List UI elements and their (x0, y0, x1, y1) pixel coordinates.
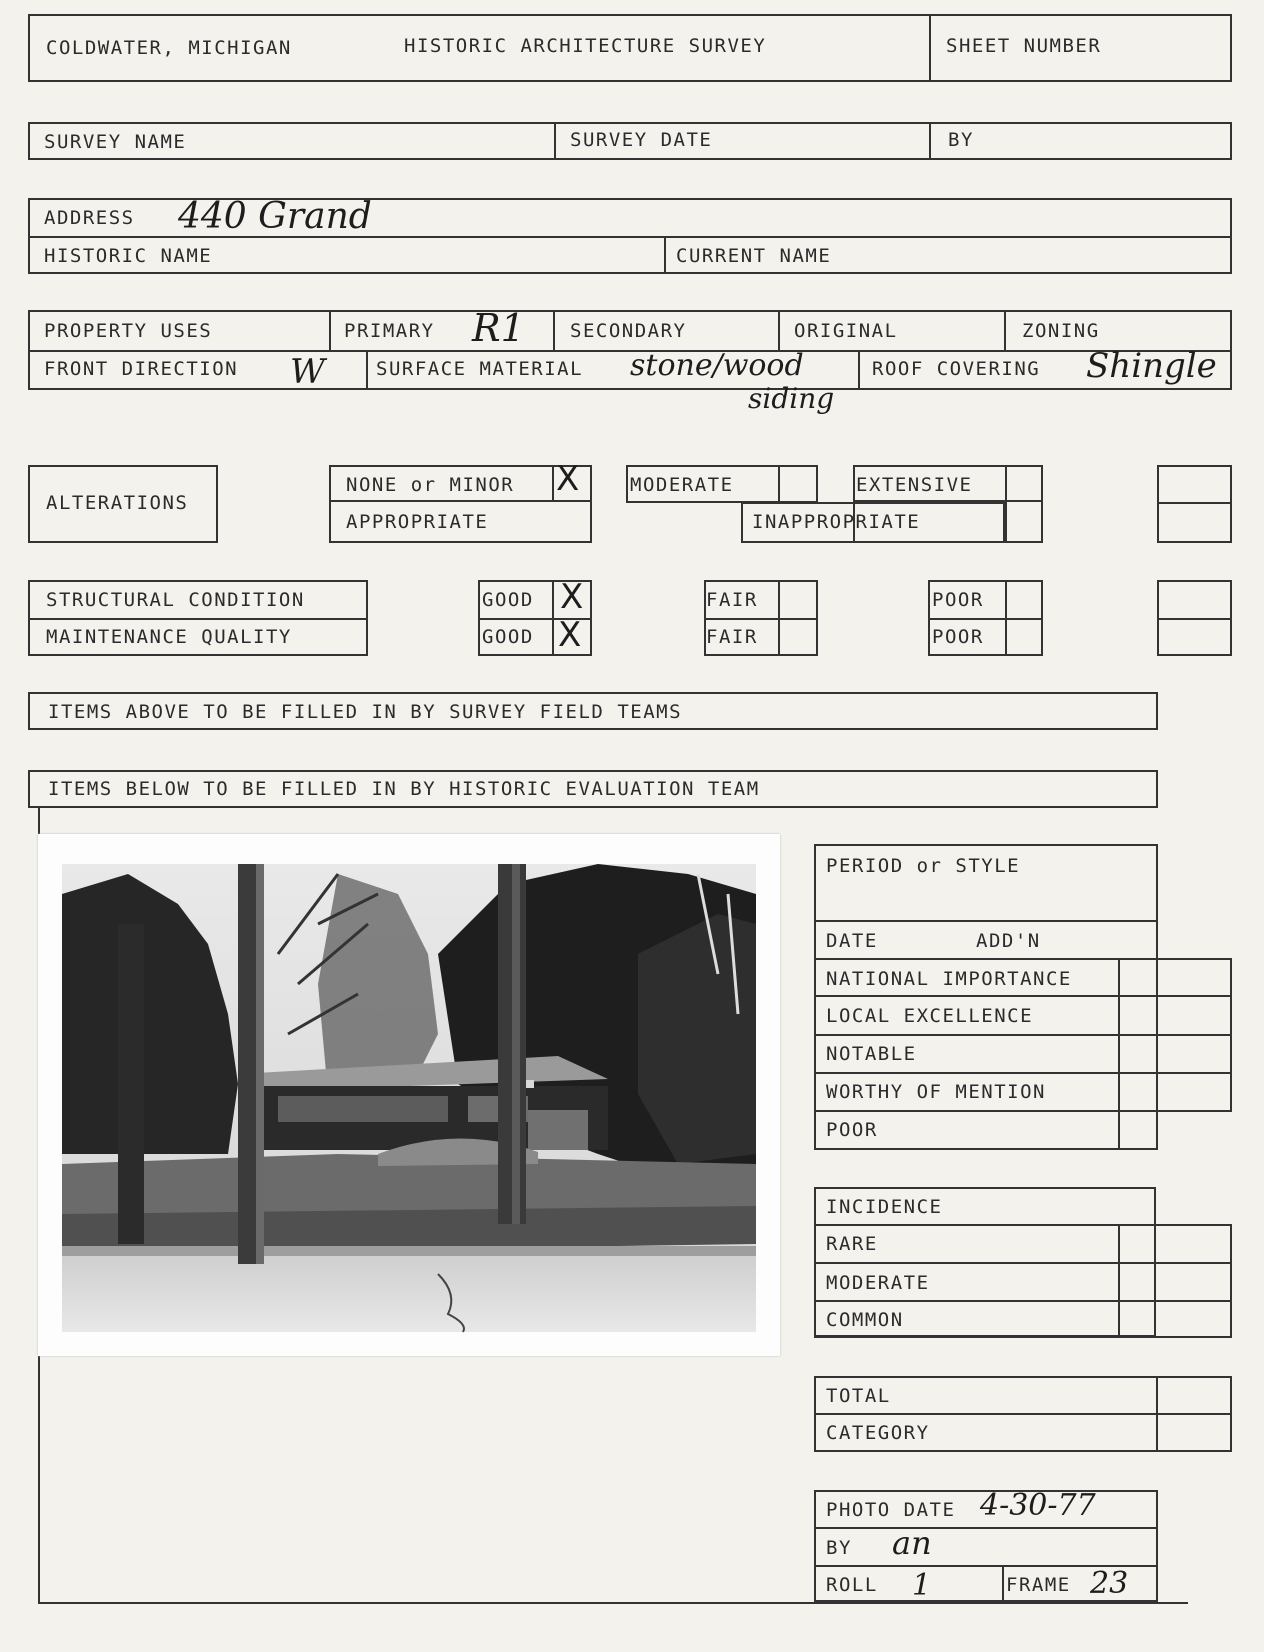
divider (814, 995, 1232, 997)
date-label: DATE (826, 930, 878, 952)
divider (1002, 1565, 1004, 1602)
rare-label: RARE (826, 1233, 878, 1255)
header-city: COLDWATER, MICHIGAN (46, 37, 292, 59)
lower-bottom-frame (38, 1602, 1188, 1604)
alterations-label: ALTERATIONS (46, 492, 189, 514)
notes-below: ITEMS BELOW TO BE FILLED IN BY HISTORIC EVALUATION TEAM (48, 778, 760, 800)
divider (814, 1034, 1232, 1036)
sheet-number-label: SHEET NUMBER (946, 35, 1102, 57)
divider (1004, 310, 1006, 350)
moderate-incidence-label: MODERATE (826, 1272, 930, 1294)
alteration-appropriate-label: APPROPRIATE (346, 511, 489, 533)
alteration-none-mark: X (556, 459, 580, 499)
current-name-label: CURRENT NAME (676, 245, 832, 267)
divider (778, 310, 780, 350)
divider (554, 122, 556, 160)
maintenance-poor-label: POOR (932, 626, 984, 648)
category-label: CATEGORY (826, 1422, 930, 1444)
property-uses-label: PROPERTY USES (44, 320, 213, 342)
poor-rating-label: POOR (826, 1119, 878, 1141)
divider (552, 465, 554, 500)
divider (814, 1262, 1232, 1264)
maintenance-good-label: GOOD (482, 626, 534, 648)
divider (814, 1413, 1232, 1415)
divider (704, 618, 818, 620)
surface-material-value-2: siding (748, 382, 835, 415)
roof-covering-label: ROOF COVERING (872, 358, 1041, 380)
structural-condition-label: STRUCTURAL CONDITION (46, 589, 305, 611)
photo-by-label: BY (826, 1537, 852, 1559)
alteration-none-label: NONE or MINOR (346, 474, 515, 496)
maintenance-quality-label: MAINTENANCE QUALITY (46, 626, 292, 648)
divider (814, 1527, 1158, 1529)
divider (928, 618, 1043, 620)
divider (329, 500, 592, 502)
divider (366, 350, 368, 390)
historic-name-label: HISTORIC NAME (44, 245, 213, 267)
maintenance-good-mark: X (558, 615, 582, 655)
evaluation-box (814, 844, 1158, 1150)
national-importance-label: NATIONAL IMPORTANCE (826, 968, 1072, 990)
surface-material-label: SURFACE MATERIAL (376, 358, 584, 380)
divider (814, 1300, 1232, 1302)
divider (1156, 1376, 1158, 1452)
roll-value: 1 (912, 1568, 932, 1603)
address-value: 440 Grand (178, 196, 372, 237)
period-style-label: PERIOD or STYLE (826, 855, 1021, 877)
maintenance-fair-label: FAIR (706, 626, 758, 648)
divider (814, 920, 1158, 922)
address-label: ADDRESS (44, 207, 135, 229)
divider (1230, 1224, 1232, 1336)
divider (929, 122, 931, 160)
divider (778, 580, 780, 656)
worthy-label: WORTHY OF MENTION (826, 1081, 1046, 1103)
divider (858, 350, 860, 390)
divider (553, 310, 555, 350)
header-title: HISTORIC ARCHITECTURE SURVEY (404, 35, 767, 57)
surface-material-value: stone/wood (630, 348, 804, 383)
house-photograph (38, 834, 780, 1356)
header-divider (929, 14, 931, 82)
divider (1118, 1224, 1120, 1336)
divider (814, 958, 1232, 960)
survey-date-label: SURVEY DATE (570, 129, 713, 151)
divider (1005, 580, 1007, 656)
alteration-inappropriate-label: INAPPROPRIATE (752, 511, 921, 533)
alteration-moderate-label: MODERATE (630, 474, 734, 496)
divider (1157, 502, 1232, 504)
divider (1157, 618, 1232, 620)
secondary-label: SECONDARY (570, 320, 687, 342)
photo-date-value: 4-30-77 (980, 1488, 1096, 1523)
photo-by-value: an (892, 1524, 932, 1562)
structural-poor-label: POOR (932, 589, 984, 611)
roll-label: ROLL (826, 1574, 878, 1596)
divider (1118, 958, 1120, 1150)
structural-good-mark: X (560, 577, 584, 617)
divider (552, 580, 554, 656)
roof-covering-value: Shingle (1086, 346, 1217, 386)
incidence-label: INCIDENCE (826, 1196, 943, 1218)
structural-good-label: GOOD (482, 589, 534, 611)
front-direction-label: FRONT DIRECTION (44, 358, 239, 380)
divider (28, 618, 368, 620)
divider (853, 500, 1043, 502)
divider (1230, 958, 1232, 1110)
divider (778, 465, 780, 503)
divider (814, 1072, 1232, 1074)
divider (814, 1336, 1232, 1338)
divider (814, 1110, 1232, 1112)
survey-name-label: SURVEY NAME (44, 131, 187, 153)
primary-label: PRIMARY (344, 320, 435, 342)
local-excellence-label: LOCAL EXCELLENCE (826, 1005, 1034, 1027)
structural-fair-label: FAIR (706, 589, 758, 611)
primary-value: R1 (472, 306, 525, 350)
notes-above: ITEMS ABOVE TO BE FILLED IN BY SURVEY FIELD TEAMS (48, 701, 683, 723)
zoning-label: ZONING (1022, 320, 1100, 342)
alteration-extensive-label: EXTENSIVE (856, 474, 973, 496)
total-label: TOTAL (826, 1385, 891, 1407)
alterations-score-box (1157, 465, 1232, 543)
divider (1005, 465, 1007, 543)
original-label: ORIGINAL (794, 320, 898, 342)
addn-label: ADD'N (976, 930, 1041, 952)
front-direction-value: W (290, 352, 325, 392)
frame-label: FRAME (1006, 1574, 1071, 1596)
common-label: COMMON (826, 1309, 904, 1331)
divider (814, 1224, 1232, 1226)
divider (329, 310, 331, 350)
house-photo-image (38, 834, 780, 1356)
notable-label: NOTABLE (826, 1043, 917, 1065)
frame-value: 23 (1090, 1566, 1129, 1601)
divider (664, 236, 666, 274)
photo-date-label: PHOTO DATE (826, 1499, 956, 1521)
survey-by-label: BY (948, 129, 974, 151)
